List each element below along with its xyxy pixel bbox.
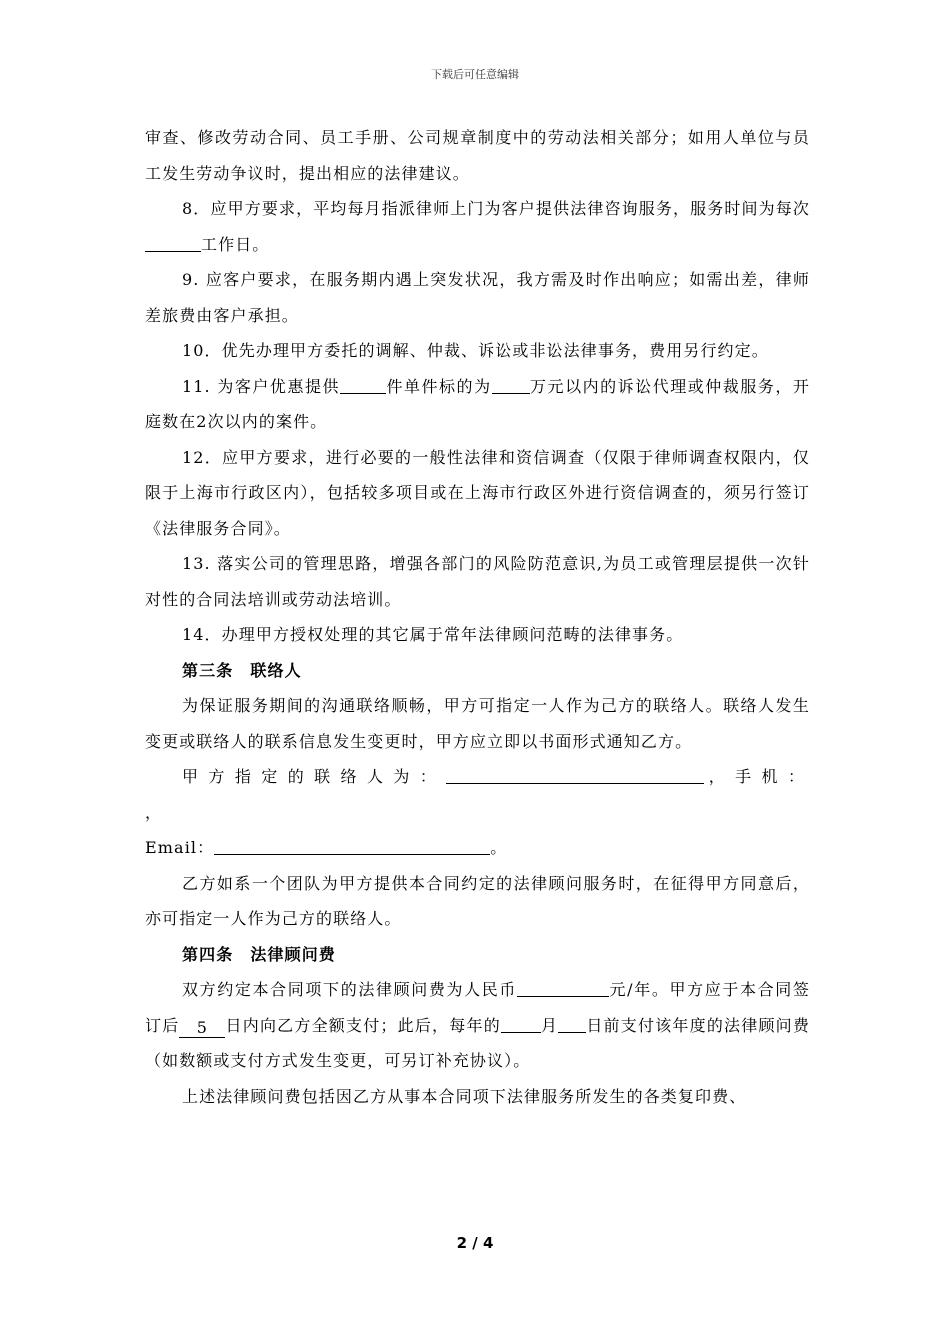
blank-case-count bbox=[340, 375, 386, 394]
fee-paragraph-2: 上述法律顾问费包括因乙方从事本合同项下法律服务所发生的各类复印费、 bbox=[182, 1086, 747, 1106]
clause-13: 13. 落实公司的管理思路，增强各部门的风险防范意识,为员工或管理层提供一次针对性的合同法培训或劳动法培训。 bbox=[145, 554, 810, 609]
clause-8-suffix: 工作日。 bbox=[201, 234, 270, 254]
fee-text-b: 元/年。甲方应于本合同签订后 bbox=[145, 980, 810, 1035]
section-heading-4: 第四条 法律顾问费 bbox=[182, 944, 336, 964]
paragraph-continuation: 审查、修改劳动合同、员工手册、公司规章制度中的劳动法相关部分；如用人单位与员工发生劳动争议时，提出相应的法律建议。 bbox=[145, 128, 810, 183]
page-header: 下载后可任意编辑 bbox=[431, 68, 519, 81]
blank-fee-month bbox=[501, 1014, 541, 1033]
email-line bbox=[145, 830, 810, 866]
blank-case-amount bbox=[492, 375, 530, 394]
clause-12: 12．应甲方要求，进行必要的一般性法律和资信调查（仅限于律师调查权限内，仅限于上海市行政区内），包括较多项目或在上海市行政区外进行资信调查的，须另行签订《法律服务合同》。 bbox=[145, 447, 810, 538]
contact-paragraph-3: 乙方如系一个团队为甲方提供本合同约定的法律顾问服务时，在征得甲方同意后，亦可指定一人作为己方的联络人。 bbox=[145, 873, 810, 928]
clause-9: 9. 应客户要求，在服务期内遇上突发状况，我方需及时作出响应；如需出差，律师差旅费由客户承担。 bbox=[145, 270, 810, 325]
mobile-label: ，手机： bbox=[704, 767, 810, 786]
email-period: 。 bbox=[490, 838, 508, 857]
contact-paragraph-2 bbox=[145, 759, 810, 795]
blank-fee-amount bbox=[517, 978, 609, 997]
email-label: Email： bbox=[145, 838, 215, 857]
blank-contact-person bbox=[446, 765, 704, 784]
fee-text-d: 月 bbox=[540, 1015, 559, 1035]
fee-text-e: 日前支付该年度的法律顾问费（如数额或支付方式发生变更，可另订补充协议）。 bbox=[145, 1015, 810, 1070]
fee-text-a: 双方约定本合同项下的法律顾问费为人民币 bbox=[182, 980, 518, 999]
clause-11-text-c: 万元以内的诉讼代理或仲裁服务，开庭数在2次以内的案件。 bbox=[145, 376, 810, 431]
contact-comma-line: ， bbox=[145, 802, 163, 822]
clause-11 bbox=[145, 369, 810, 440]
clause-8-text: 8．应甲方要求，平均每月指派律师上门为客户提供法律咨询服务，服务时间为每次 bbox=[182, 199, 810, 218]
section-heading-3: 第三条 联络人 bbox=[182, 660, 302, 680]
fee-days-value: 5 bbox=[179, 1019, 225, 1038]
page-number: 2 / 4 bbox=[456, 1234, 494, 1252]
contact-paragraph-1: 为保证服务期间的沟通联络顺畅，甲方可指定一人作为己方的联络人。联络人发生变更或联络人的联系信息发生变更时，甲方应立即以书面形式通知乙方。 bbox=[145, 696, 810, 751]
clause-10: 10．优先办理甲方委托的调解、仲裁、诉讼或非讼法律事务，费用另行约定。 bbox=[182, 341, 769, 360]
contact-label: 甲方指定的联络人为： bbox=[182, 767, 447, 786]
blank-email bbox=[214, 836, 490, 855]
clause-11-text-b: 件单件标的为 bbox=[386, 376, 492, 396]
fee-paragraph-1 bbox=[145, 972, 810, 1079]
blank-workdays bbox=[145, 233, 201, 252]
blank-fee-day bbox=[558, 1014, 586, 1033]
document-body bbox=[145, 120, 810, 1114]
clause-11-text-a: 11. 为客户优惠提供 bbox=[182, 376, 341, 396]
clause-14: 14．办理甲方授权处理的其它属于常年法律顾问范畴的法律事务。 bbox=[182, 625, 684, 644]
fee-text-c: 日内向乙方全额支付；此后，每年的 bbox=[225, 1015, 501, 1035]
clause-8 bbox=[145, 191, 810, 262]
